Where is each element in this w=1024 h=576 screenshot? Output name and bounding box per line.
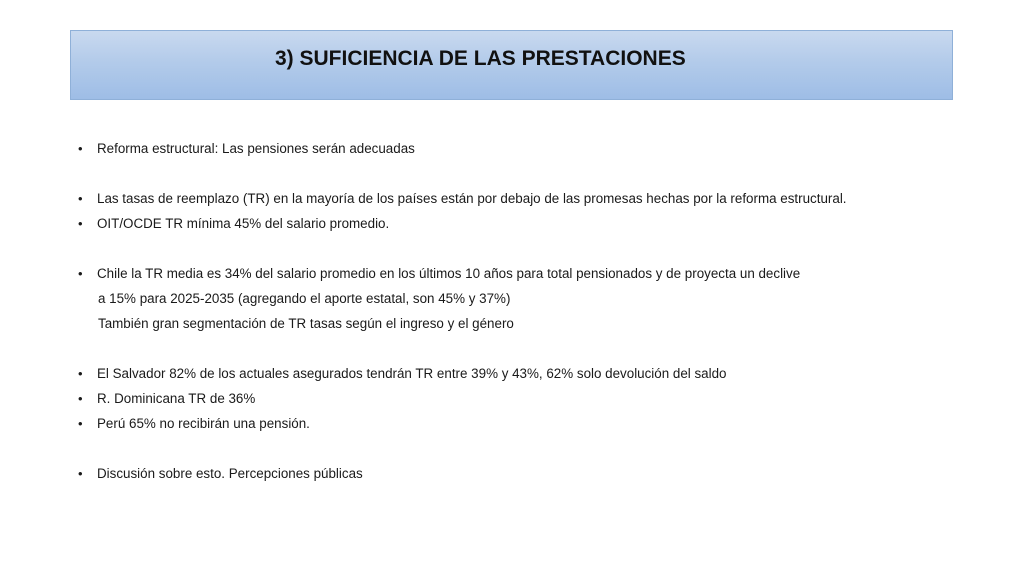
slide-title: 3) SUFICIENCIA DE LAS PRESTACIONES bbox=[275, 47, 686, 70]
spacer bbox=[78, 161, 978, 186]
bullet-dot-icon: • bbox=[78, 366, 83, 381]
bullet-text: El Salvador 82% de los actuales asegurados tendrán TR entre 39% y 43%, 62% solo devolución del saldo bbox=[97, 366, 727, 381]
bullet-item bbox=[78, 411, 978, 436]
bullet-item bbox=[78, 386, 978, 411]
bullet-dot-icon: • bbox=[78, 191, 83, 206]
bullet-item bbox=[78, 461, 978, 486]
bullet-dot-icon: • bbox=[78, 391, 83, 406]
bullet-continuation bbox=[78, 311, 978, 336]
bullet-continuation bbox=[78, 286, 978, 311]
bullet-item bbox=[78, 136, 978, 161]
bullet-dot-icon: • bbox=[78, 466, 83, 481]
bullet-dot-icon: • bbox=[78, 266, 83, 281]
bullet-dot-icon: • bbox=[78, 216, 83, 231]
bullet-text: Reforma estructural: Las pensiones serán adecuadas bbox=[97, 141, 415, 156]
bullet-text: a 15% para 2025-2035 (agregando el aporte estatal, son 45% y 37%) bbox=[98, 291, 511, 306]
spacer bbox=[78, 236, 978, 261]
bullet-text: OIT/OCDE TR mínima 45% del salario promedio. bbox=[97, 216, 390, 231]
bullet-item bbox=[78, 361, 978, 386]
bullet-text: Chile la TR media es 34% del salario promedio en los últimos 10 años para total pensionados y de proyecta un declive bbox=[97, 266, 801, 281]
bullet-text: También gran segmentación de TR tasas según el ingreso y el género bbox=[98, 316, 514, 331]
spacer bbox=[78, 436, 978, 461]
spacer bbox=[78, 336, 978, 361]
bullet-item bbox=[78, 186, 978, 211]
bullet-dot-icon: • bbox=[78, 416, 83, 431]
bullet-item bbox=[78, 261, 978, 286]
bullet-text: Las tasas de reemplazo (TR) en la mayoría de los países están por debajo de las promesas hechas por la reforma estructural. bbox=[97, 191, 847, 206]
bullet-text: Perú 65% no recibirán una pensión. bbox=[97, 416, 310, 431]
bullet-text: R. Dominicana TR de 36% bbox=[97, 391, 256, 406]
title-banner bbox=[70, 30, 953, 100]
bullet-dot-icon: • bbox=[78, 141, 83, 156]
bullet-text: Discusión sobre esto. Percepciones públicas bbox=[97, 466, 363, 481]
bullet-list bbox=[78, 136, 978, 486]
bullet-item bbox=[78, 211, 978, 236]
